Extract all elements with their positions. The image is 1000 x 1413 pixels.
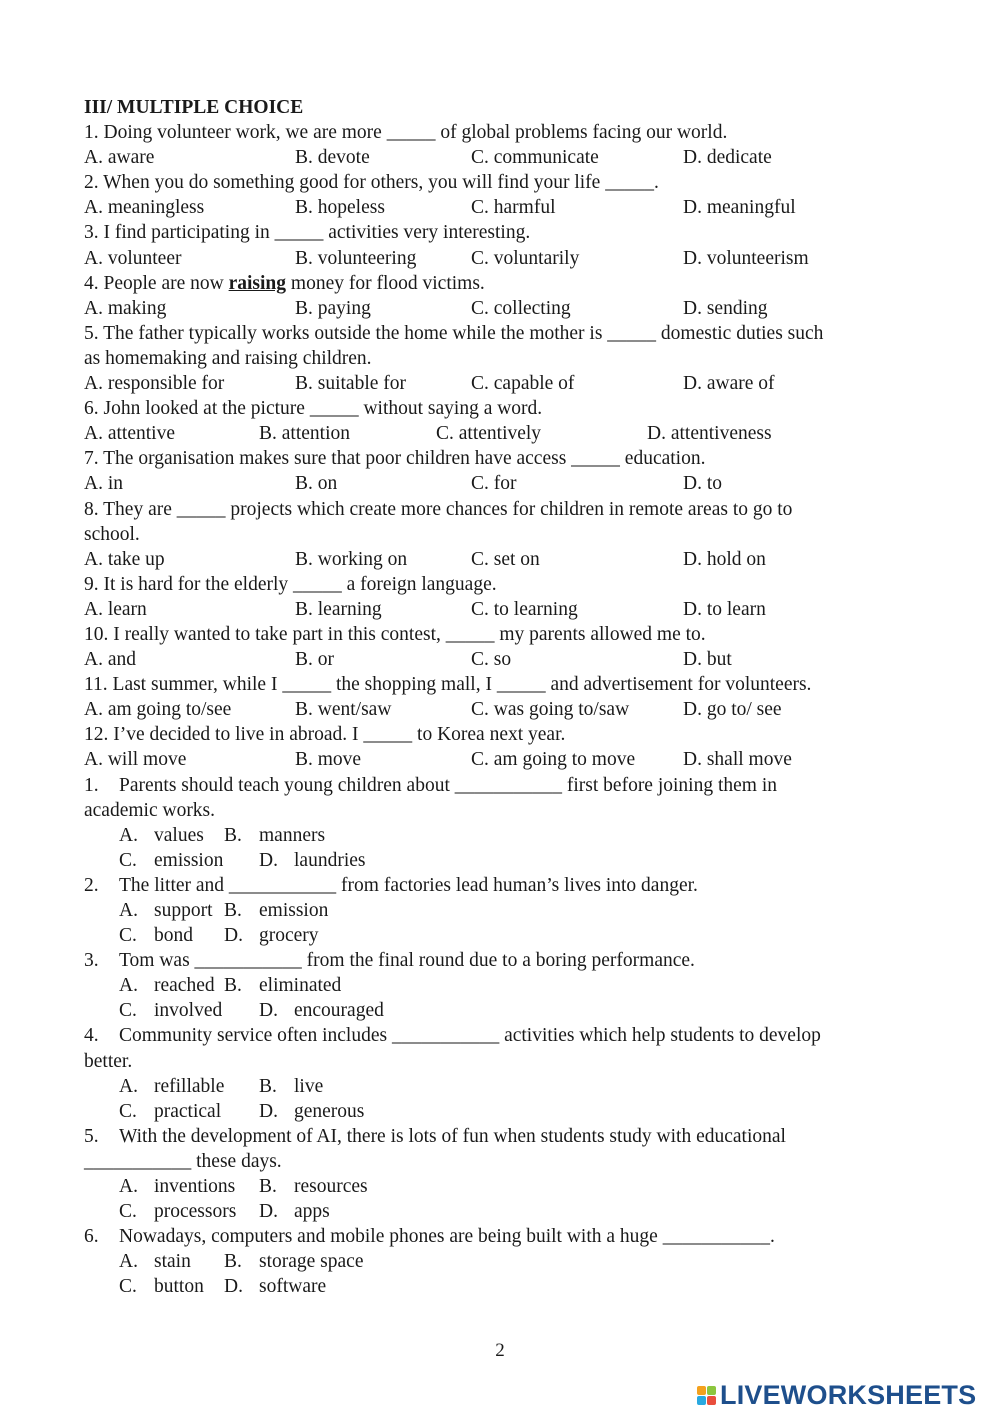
question-text: Parents should teach young children about ___________ first before joining them in <box>119 774 778 796</box>
option-a[interactable]: A. aware <box>84 147 155 169</box>
option-a[interactable]: A. volunteer <box>84 247 182 269</box>
vocab-question-5-cont: ___________ these days. <box>84 1150 282 1172</box>
option-c[interactable]: practical <box>154 1100 222 1122</box>
option-c[interactable]: C. harmful <box>471 197 556 219</box>
option-c[interactable]: emission <box>154 849 224 871</box>
vocab-question-1 <box>84 773 924 798</box>
vocab-question-1-cont: academic works. <box>84 799 216 821</box>
option-b[interactable]: B. devote <box>295 147 370 169</box>
vocab-question-4 <box>84 1023 924 1048</box>
option-d-label: D. <box>259 1100 278 1122</box>
question-9: 9. It is hard for the elderly _____ a foreign language. <box>84 573 497 595</box>
option-d[interactable]: laundries <box>294 849 366 871</box>
option-a[interactable]: values <box>154 824 204 846</box>
option-c-label: C. <box>119 1276 137 1298</box>
option-b[interactable]: live <box>294 1075 324 1097</box>
options-2 <box>84 195 924 220</box>
option-b[interactable]: B. suitable for <box>295 373 407 395</box>
vocab-question-4-cont: better. <box>84 1050 133 1072</box>
option-c-label: C. <box>119 1100 137 1122</box>
option-b[interactable]: B. move <box>295 749 362 771</box>
option-d[interactable]: apps <box>294 1201 330 1223</box>
option-d[interactable]: grocery <box>259 925 319 947</box>
option-a-label: A. <box>119 1075 138 1097</box>
option-b[interactable]: storage space <box>259 1251 364 1273</box>
question-text: Nowadays, computers and mobile phones are being built with a huge ___________. <box>119 1226 775 1248</box>
options-5 <box>84 371 924 396</box>
option-a-label: A. <box>119 824 138 846</box>
option-b-label: B. <box>259 1176 277 1198</box>
liveworksheets-logo-icon <box>697 1386 716 1405</box>
question-number: 2. <box>84 874 99 896</box>
option-b[interactable]: B. working on <box>295 548 408 570</box>
option-c[interactable]: C. capable of <box>471 373 575 395</box>
option-b[interactable]: B. learning <box>295 598 382 620</box>
vocab-options-1-ab <box>84 823 924 848</box>
option-a[interactable]: A. responsible for <box>84 373 225 395</box>
option-d[interactable]: D. attentiveness <box>647 423 772 445</box>
option-b-label: B. <box>259 1075 277 1097</box>
option-c-label: C. <box>119 925 137 947</box>
options-4 <box>84 296 924 321</box>
option-a[interactable]: inventions <box>154 1176 236 1198</box>
option-d[interactable]: D. shall move <box>683 749 792 771</box>
question-6: 6. John looked at the picture _____ without saying a word. <box>84 398 543 420</box>
question-number: 5. <box>84 1125 99 1147</box>
option-c[interactable]: C. to learning <box>471 598 578 620</box>
vocab-question-6 <box>84 1224 924 1249</box>
vocab-question-3 <box>84 948 924 973</box>
option-c[interactable]: C. am going to move <box>471 749 636 771</box>
vocab-options-1-cd <box>84 848 924 873</box>
option-a[interactable]: A. attentive <box>84 423 175 445</box>
option-a[interactable]: refillable <box>154 1075 225 1097</box>
vocab-options-3-ab <box>84 973 924 998</box>
question-8-cont: school. <box>84 523 140 545</box>
option-b[interactable]: B. paying <box>295 297 371 319</box>
question-text: With the development of AI, there is lots of fun when students study with educational <box>119 1125 786 1147</box>
option-b-label: B. <box>224 824 242 846</box>
option-d[interactable]: D. meaningful <box>683 197 796 219</box>
option-b-label: B. <box>224 975 242 997</box>
option-b[interactable]: B. hopeless <box>295 197 385 219</box>
options-3 <box>84 246 924 271</box>
option-d-label: D. <box>259 1201 278 1223</box>
underlined-word: raising <box>228 272 287 294</box>
question-1: 1. Doing volunteer work, we are more _____ of global problems facing our world. <box>84 122 728 144</box>
option-a[interactable]: A. meaningless <box>84 197 205 219</box>
option-d[interactable]: generous <box>294 1100 365 1122</box>
options-1 <box>84 145 924 170</box>
option-b[interactable]: resources <box>294 1176 368 1198</box>
option-c[interactable]: C. voluntarily <box>471 247 580 269</box>
option-a[interactable]: A. am going to/see <box>84 699 232 721</box>
vocab-options-6-cd <box>84 1274 924 1299</box>
option-a[interactable]: reached <box>154 975 215 997</box>
question-4-start: 4. People are now <box>84 272 229 294</box>
option-a-label: A. <box>119 1176 138 1198</box>
option-c[interactable]: involved <box>154 1000 223 1022</box>
question-12: 12. I’ve decided to live in abroad. I _____ to Korea next year. <box>84 724 566 746</box>
option-a[interactable]: A. and <box>84 649 136 671</box>
option-a-label: A. <box>119 975 138 997</box>
option-c[interactable]: C. was going to/saw <box>471 699 630 721</box>
option-d[interactable]: D. hold on <box>683 548 766 570</box>
vocab-options-2-cd <box>84 923 924 948</box>
option-a[interactable]: support <box>154 900 213 921</box>
vocab-options-2-ab <box>84 898 924 923</box>
option-c[interactable]: button <box>154 1276 204 1298</box>
option-b-label: B. <box>224 900 242 921</box>
vocab-options-6-ab <box>84 1249 924 1274</box>
option-b[interactable]: eliminated <box>259 975 342 997</box>
option-d-label: D. <box>259 1000 278 1022</box>
option-a-label: A. <box>119 1251 138 1273</box>
brand-name: LIVEWORKSHEETS <box>720 1379 977 1410</box>
option-c[interactable]: C. so <box>471 649 512 671</box>
option-d[interactable]: D. but <box>683 649 732 671</box>
question-4-end: money for flood victims. <box>286 272 485 294</box>
question-number: 4. <box>84 1025 99 1047</box>
question-3: 3. I find participating in _____ activities very interesting. <box>84 222 531 244</box>
option-c[interactable]: C. attentively <box>436 423 542 445</box>
vocab-options-3-cd <box>84 998 924 1023</box>
option-d[interactable]: D. aware of <box>683 373 775 395</box>
question-number: 3. <box>84 950 99 972</box>
option-b[interactable]: B. attention <box>259 423 350 445</box>
option-c-label: C. <box>119 1000 137 1022</box>
option-b[interactable]: B. went/saw <box>295 699 392 721</box>
option-b[interactable]: B. or <box>295 649 334 671</box>
option-a[interactable]: stain <box>154 1251 191 1273</box>
question-text: Community service often includes ___________ activities which help students to develop <box>119 1025 821 1047</box>
option-b[interactable]: manners <box>259 824 326 846</box>
question-2: 2. When you do something good for others, you will find your life _____. <box>84 172 659 194</box>
question-4 <box>84 271 924 296</box>
question-11: 11. Last summer, while I _____ the shopping mall, I _____ and advertisement for volunteers. <box>84 674 812 696</box>
option-b[interactable]: emission <box>259 900 329 921</box>
option-a-label: A. <box>119 900 138 921</box>
question-7: 7. The organisation makes sure that poor children have access _____ education. <box>84 448 706 470</box>
options-7 <box>84 471 924 496</box>
option-a[interactable]: A. in <box>84 473 123 495</box>
question-number: 6. <box>84 1226 99 1248</box>
option-c[interactable]: C. communicate <box>471 147 599 169</box>
question-10: 10. I really wanted to take part in this contest, _____ my parents allowed me to. <box>84 623 706 645</box>
option-c[interactable]: processors <box>154 1201 237 1223</box>
options-6 <box>84 421 924 446</box>
option-d[interactable]: D. go to/ see <box>683 699 782 721</box>
liveworksheets-brand[interactable] <box>697 1380 976 1410</box>
options-11 <box>84 697 924 722</box>
options-8 <box>84 547 924 572</box>
question-8: 8. They are _____ projects which create more chances for children in remote areas to go to <box>84 498 793 520</box>
vocab-options-5-cd <box>84 1199 924 1224</box>
option-c-label: C. <box>119 1201 137 1223</box>
question-5: 5. The father typically works outside the home while the mother is _____ domestic duties such <box>84 322 824 344</box>
option-c[interactable]: C. collecting <box>471 297 571 319</box>
option-c[interactable]: bond <box>154 925 193 947</box>
option-b-label: B. <box>224 1251 242 1273</box>
option-d[interactable]: D. to <box>683 473 722 495</box>
vocab-options-4-ab <box>84 1074 924 1099</box>
option-a[interactable]: A. learn <box>84 598 147 620</box>
option-c-label: C. <box>119 849 137 871</box>
question-text: Tom was ___________ from the final round due to a boring performance. <box>119 950 695 972</box>
option-d[interactable]: D. volunteerism <box>683 247 809 269</box>
option-d[interactable]: software <box>259 1276 327 1298</box>
question-text: The litter and ___________ from factories lead human’s lives into danger. <box>119 874 698 896</box>
options-12 <box>84 747 924 772</box>
question-number: 1. <box>84 774 99 796</box>
option-d[interactable]: D. to learn <box>683 598 766 620</box>
vocab-options-4-cd <box>84 1099 924 1124</box>
option-d[interactable]: D. dedicate <box>683 147 772 169</box>
option-d-label: D. <box>224 925 243 947</box>
page-number: 2 <box>495 1340 505 1361</box>
vocab-question-5 <box>84 1124 924 1149</box>
options-9 <box>84 597 924 622</box>
option-b[interactable]: B. on <box>295 473 338 495</box>
option-a[interactable]: A. will move <box>84 749 187 771</box>
option-d[interactable]: encouraged <box>294 1000 384 1022</box>
question-5-cont: as homemaking and raising children. <box>84 347 372 369</box>
vocab-question-2 <box>84 873 924 898</box>
option-b[interactable]: B. volunteering <box>295 247 417 269</box>
option-a[interactable]: A. making <box>84 297 167 319</box>
option-c[interactable]: C. for <box>471 473 517 495</box>
vocab-options-5-ab <box>84 1174 924 1199</box>
option-d-label: D. <box>224 1276 243 1298</box>
worksheet-page <box>84 95 924 1300</box>
option-d-label: D. <box>259 849 278 871</box>
option-a[interactable]: A. take up <box>84 548 165 570</box>
options-10 <box>84 647 924 672</box>
option-c[interactable]: C. set on <box>471 548 540 570</box>
option-d[interactable]: D. sending <box>683 297 768 319</box>
section-title: III/ MULTIPLE CHOICE <box>84 97 304 118</box>
